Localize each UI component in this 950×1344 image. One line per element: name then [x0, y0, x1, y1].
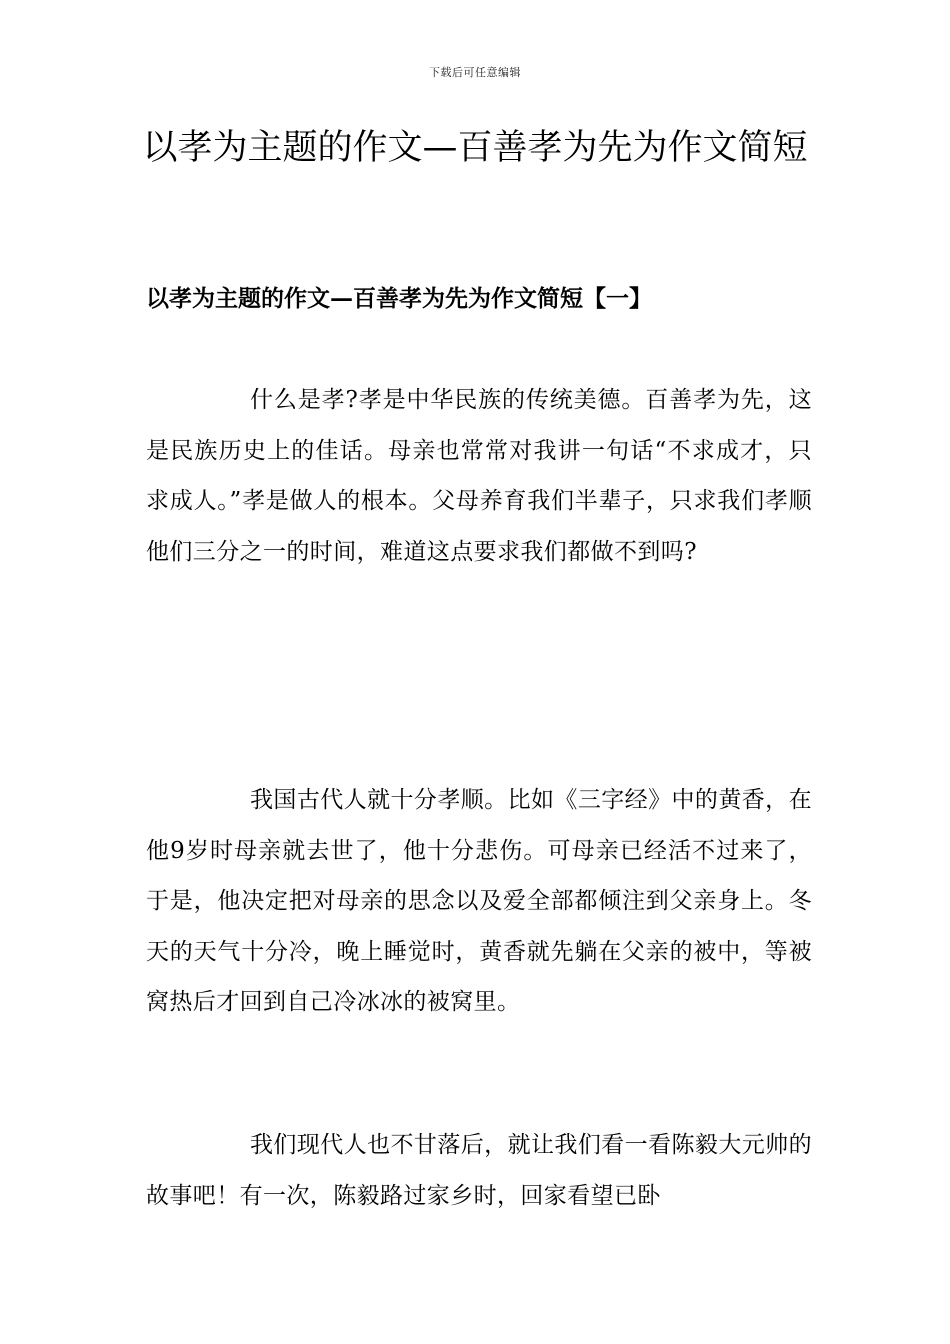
paragraph-2: 我国古代人就十分孝顺。比如《三字经》中的黄香，在他9岁时母亲就去世了，他十分悲伤。可母亲已经活不过来了，于是，他决定把对母亲的思念以及爱全部都倾注到父亲身上。冬天的天气十分冷，晚上睡觉时，黄香就先躺在父亲的被中，等被窝热后才回到自己冷冰冰的被窝里。 [146, 787, 812, 1015]
paragraph-3: 我们现代人也不甘落后，就让我们看一看陈毅大元帅的故事吧！有一次，陈毅路过家乡时，回家看望已卧 [146, 1132, 812, 1209]
paragraph-1: 什么是孝?孝是中华民族的传统美德。百善孝为先，这是民族历史上的佳话。母亲也常常对我讲一句话“不求成才，只求成人。”孝是做人的根本。父母养育我们半辈子，只求我们孝顺他们三分之一的时间，难道这点要求我们都做不到吗? [146, 387, 812, 565]
section-heading: 以孝为主题的作文—百善孝为先为作文简短【一】 [146, 285, 652, 312]
header-note: 下载后可任意编辑 [429, 66, 521, 79]
document-title: 以孝为主题的作文—百善孝为先为作文简短 [142, 128, 808, 168]
